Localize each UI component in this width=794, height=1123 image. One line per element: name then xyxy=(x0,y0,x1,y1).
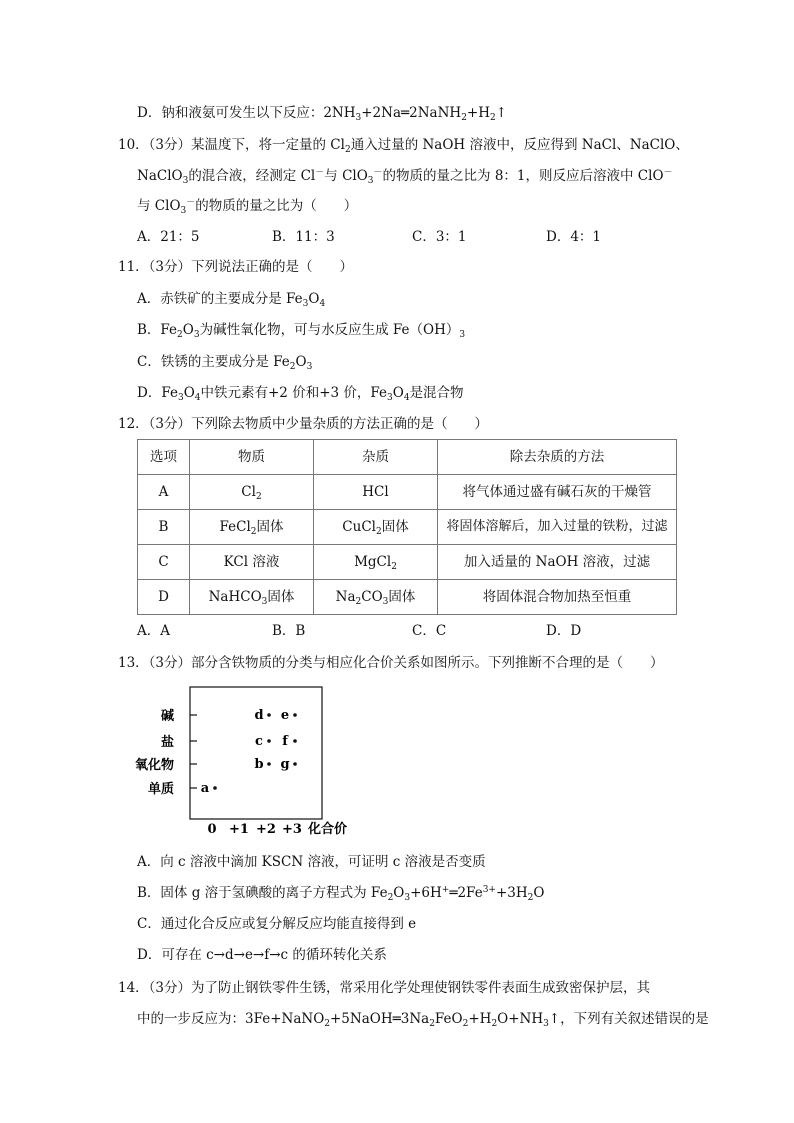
q13-option-d[interactable]: D．可存在 c→d→e→f→c 的循环转化关系 xyxy=(137,947,387,963)
q12-table xyxy=(137,439,677,615)
point-label: b xyxy=(254,757,264,772)
x-tick-label: +2 xyxy=(256,822,276,837)
q10-option-d[interactable]: D．4：1 xyxy=(546,229,602,245)
q11-option-a[interactable]: A．赤铁矿的主要成分是 $Fe_3O_4$ xyxy=(137,291,326,309)
x-axis-title: 化合价 xyxy=(308,822,348,837)
table-header-cell: 除去杂质的方法 xyxy=(438,440,677,475)
q12-stem: 12．（3分）下列除去物质中少量杂质的方法正确的是（ ） xyxy=(118,416,489,432)
q12-option-d[interactable]: D．D xyxy=(546,623,582,639)
q14-stem-line-1: 14．（3分）为了防止钢铁零件生锈，常采用化学处理使钢铁零件表面生成致密保护层，其 xyxy=(118,980,651,996)
data-point xyxy=(267,739,271,743)
table-cell: $Na_2CO_3$固体 xyxy=(314,580,438,615)
chart-svg xyxy=(135,680,365,840)
table-cell: B xyxy=(138,510,190,545)
q10-stem-line-3: 与 ClO$_3$－的物质的量之比为（ ） xyxy=(137,198,358,216)
data-point xyxy=(267,713,271,717)
table-cell: FeCl$_2$固体 xyxy=(190,510,314,545)
table-row xyxy=(138,580,677,615)
table-row xyxy=(138,545,677,580)
q11-option-d[interactable]: D．$Fe_3O_4$中铁元素有+2 价和+3 价，$Fe_3O_4$是混合物 xyxy=(137,385,464,403)
data-point xyxy=(293,713,297,717)
q11-stem: 11．（3分）下列说法正确的是（ ） xyxy=(118,259,354,275)
q13-option-b[interactable]: B．固体 g 溶于氢碘酸的离子方程式为 $Fe_2O_3+6H^+═2Fe^{3+}+3H_2O$ xyxy=(137,885,545,903)
table-cell: NaHCO$_3$固体 xyxy=(190,580,314,615)
table-cell: 将固体溶解后，加入过量的铁粉，过滤 xyxy=(438,510,677,545)
point-label: c xyxy=(255,734,263,749)
data-point xyxy=(213,786,217,790)
table-header-cell: 物质 xyxy=(190,440,314,475)
x-tick-label: +1 xyxy=(229,822,249,837)
q12-option-c[interactable]: C．C xyxy=(412,623,447,639)
point-label: e xyxy=(280,708,290,723)
x-tick-label: +3 xyxy=(282,822,302,837)
table-header-cell: 选项 xyxy=(138,440,190,475)
q13-stem: 13．（3分）部分含铁物质的分类与相应化合价关系如图所示。下列推断不合理的是（ ） xyxy=(118,655,664,671)
point-label: a xyxy=(200,781,210,796)
table-cell: 将固体混合物加热至恒重 xyxy=(438,580,677,615)
table-cell: $Cl_2$ xyxy=(190,475,314,510)
q10-option-a[interactable]: A．21：5 xyxy=(137,229,200,245)
point-label: g xyxy=(280,757,290,772)
table-cell: MgCl$_2$ xyxy=(314,545,438,580)
q10-stem-line-1: 10．（3分）某温度下，将一定量的 $Cl_2$通入过量的 NaOH 溶液中，反应得到 NaCl、NaClO、 xyxy=(118,137,689,155)
table-cell: CuCl$_2$固体 xyxy=(314,510,438,545)
table-row xyxy=(138,475,677,510)
table-row xyxy=(138,510,677,545)
q12-option-a[interactable]: A．A xyxy=(137,623,170,639)
table-cell: A xyxy=(138,475,190,510)
q11-option-b[interactable]: B．$Fe_2O_3$为碱性氧化物，可与水反应生成 $Fe(OH)_3$ xyxy=(137,322,466,340)
point-label: f xyxy=(282,734,288,749)
iron-valence-chart xyxy=(135,680,365,840)
chart-frame xyxy=(190,687,322,819)
table-header-row xyxy=(138,440,677,475)
x-tick-label: 0 xyxy=(207,822,217,837)
table-cell: KCl 溶液 xyxy=(190,545,314,580)
y-category-label: 碱 xyxy=(160,709,174,724)
point-label: d xyxy=(254,708,264,723)
table-cell: C xyxy=(138,545,190,580)
table-cell: 将气体通过盛有碱石灰的干燥管 xyxy=(438,475,677,510)
q10-option-c[interactable]: C．3：1 xyxy=(412,229,467,245)
table-cell: HCl xyxy=(314,475,438,510)
table-cell: 加入适量的 NaOH 溶液，过滤 xyxy=(438,545,677,580)
q11-option-c[interactable]: C．铁锈的主要成分是 $Fe_2O_3$ xyxy=(137,354,313,372)
y-category-label: 盐 xyxy=(160,735,174,750)
table-cell: D xyxy=(138,580,190,615)
data-point xyxy=(293,762,297,766)
q14-stem-line-2: 中的一步反应为：$3Fe+NaNO_2+5NaOH═3Na_2FeO_2+H_2O+NH_3↑$，下列有关叙述错误的是 xyxy=(137,1011,709,1029)
q10-stem-line-2: NaClO$_3$的混合液，经测定 Cl－与 ClO$_3$－的物质的量之比为 8：1，则反应后溶液中 ClO－ xyxy=(137,168,673,186)
table-header-cell: 杂质 xyxy=(314,440,438,475)
q12-option-b[interactable]: B．B xyxy=(272,623,306,639)
y-category-label: 氧化物 xyxy=(135,758,174,773)
y-category-label: 单质 xyxy=(147,782,174,797)
q10-option-b[interactable]: B．11：3 xyxy=(272,229,335,245)
data-point xyxy=(267,762,271,766)
q9-option-d: D．钠和液氨可发生以下反应：$2NH_3+2Na═2NaNH_2+H_2↑$ xyxy=(137,105,508,123)
q13-option-a[interactable]: A．向 c 溶液中滴加 KSCN 溶液，可证明 c 溶液是否变质 xyxy=(137,854,486,870)
data-point xyxy=(293,739,297,743)
q13-option-c[interactable]: C．通过化合反应或复分解反应均能直接得到 e xyxy=(137,916,417,932)
